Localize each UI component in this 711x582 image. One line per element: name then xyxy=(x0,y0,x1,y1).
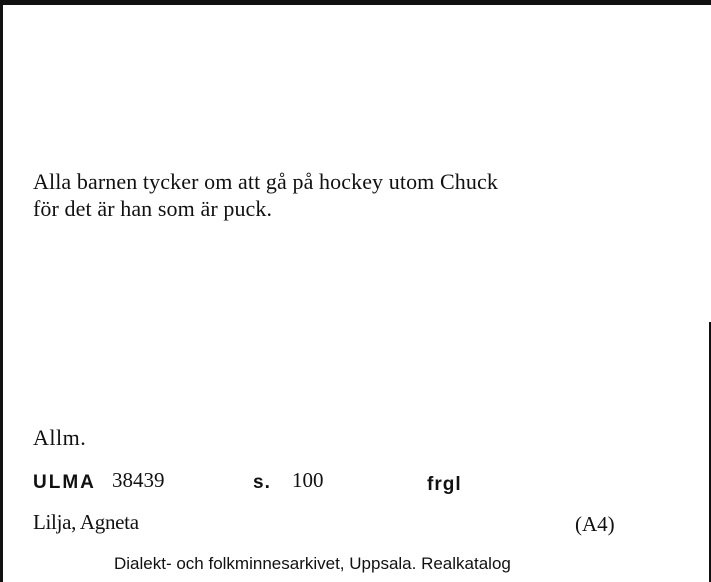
card-top-border xyxy=(0,0,711,5)
collector-name: Lilja, Agneta xyxy=(33,510,139,534)
verse-line-2: för det är han som är puck. xyxy=(33,196,273,221)
format-code: (A4) xyxy=(575,512,615,536)
category-label: Allm. xyxy=(33,425,87,450)
form-code: frgl xyxy=(427,474,462,495)
card-left-border xyxy=(0,0,3,582)
archive-number: 38439 xyxy=(112,468,165,492)
archive-code: ULMA xyxy=(33,472,96,493)
archive-footer: Dialekt- och folkminnesarkivet, Uppsala. Realkatalog xyxy=(114,554,511,573)
verse-line-1: Alla barnen tycker om att gå på hockey utom Chuck xyxy=(33,169,498,194)
page-number: 100 xyxy=(292,468,324,492)
verse-text xyxy=(33,168,498,222)
page-prefix: s. xyxy=(253,472,271,493)
